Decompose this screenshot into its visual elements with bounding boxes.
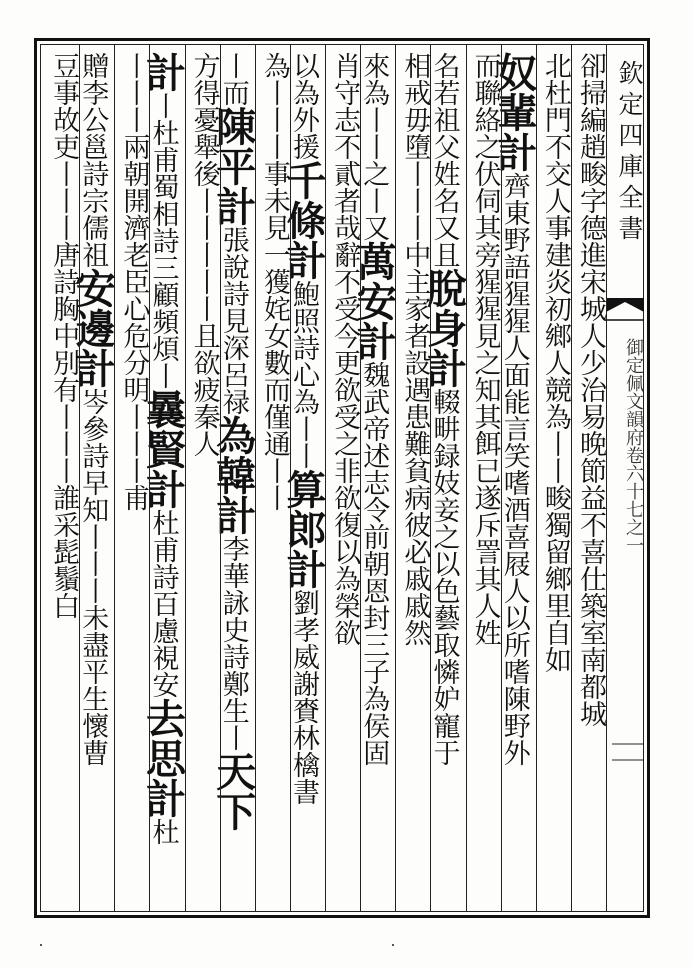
text-column <box>69 52 117 904</box>
annotation-text: 來為丨丨之丨又 <box>358 52 390 241</box>
text-column <box>139 52 187 904</box>
annotation-text: 卻掃編趙畯字德進宋城人少治易晚節益不喜仕築室南都城 <box>575 52 606 727</box>
scan-speck <box>40 944 42 946</box>
annotation-text: 杜 <box>147 818 179 845</box>
headword: 脫身計 <box>420 268 468 388</box>
headword: 千條計 <box>280 160 327 280</box>
annotation-text: 為丨丨丨事未見一獲姹女數而僅通丨丨 <box>258 52 290 511</box>
annotation-text: 岑參詩早知丨丨丨未盡平生懷曹 <box>77 388 109 766</box>
column-rule <box>466 44 467 912</box>
column-rule <box>536 44 537 912</box>
headword: 奴輩計 <box>490 52 538 172</box>
headword: 曩賢計 <box>139 389 187 509</box>
text-column <box>257 52 288 904</box>
text-column <box>116 52 150 904</box>
column-rule <box>501 44 502 912</box>
annotation-text: 北杜門不交人事建炎初鄉人競為丨丨畯獨留鄉里自如 <box>539 52 571 673</box>
column-rule <box>255 44 256 912</box>
annotation-text: 名若祖父姓名又且 <box>428 52 460 268</box>
headword: 計 <box>139 52 187 92</box>
annotation-text: 輟畊録妓妾之以色藝取憐妒寵于 <box>428 388 460 766</box>
annotation-text: 豆事故吏丨丨丨唐詩胸中別有丨丨丨誰采髭鬚白 <box>48 52 80 619</box>
column-rule <box>185 44 186 912</box>
headword: 去思計 <box>139 698 187 818</box>
text-column <box>46 52 80 904</box>
annotation-text: 劉孝威謝賚林檎書 <box>288 589 319 805</box>
column-rule <box>360 44 361 912</box>
column-rule <box>149 44 150 912</box>
text-column <box>538 52 569 904</box>
text-column <box>280 52 327 904</box>
annotation-text: 魏武帝述志令前朝恩封三子為侯固 <box>358 361 390 766</box>
headword: 算郎計 <box>280 469 327 589</box>
text-column <box>187 52 218 904</box>
text-column <box>573 52 604 904</box>
fishtail-mark-icon <box>606 298 644 328</box>
text-column <box>397 52 431 904</box>
text-column <box>490 52 538 904</box>
headword: 陳平計 <box>209 106 257 226</box>
headword: 安邊計 <box>69 268 117 388</box>
annotation-text: 丨丨丨兩朝開濟老臣心危分明丨丨丨甫 <box>118 52 150 511</box>
annotation-text: 鮑照詩心為丨丨 <box>288 280 319 469</box>
text-column <box>209 52 257 904</box>
scan-speck <box>392 944 394 946</box>
annotation-text: 相戒毋墮丨丨丨中主家者設遇患難貧病彼必戚戚然 <box>399 52 431 646</box>
fishtail-bottom-icon <box>612 740 644 764</box>
annotation-text: 丨而 <box>217 52 249 106</box>
annotation-text: 肖守志不貳者哉辭不受今更欲受之非欲復以為榮欲 <box>329 52 361 646</box>
column-rule <box>79 44 80 912</box>
annotation-text: 張說詩見深呂禄 <box>217 226 249 415</box>
headword: 為韓計 <box>209 415 257 535</box>
text-column <box>350 52 398 904</box>
text-column <box>327 52 361 904</box>
annotation-text: 李華詠史詩鄭生丨 <box>217 535 249 751</box>
book-title: 欽定四庫全書 <box>615 60 644 246</box>
column-rule <box>290 44 291 912</box>
column-rule <box>220 44 221 912</box>
column-rule <box>325 44 326 912</box>
annotation-text: 丨杜甫蜀相詩三顧頻煩丨 <box>147 92 179 389</box>
annotation-text: 杜甫詩百慮視安 <box>147 509 179 698</box>
annotation-text: 而聯絡之伏伺其旁猩猩見之知其餌已遂斥詈其人姓 <box>469 52 501 646</box>
column-rule <box>571 44 572 912</box>
headword: 萬安計 <box>350 241 398 361</box>
column-rule <box>430 44 431 912</box>
text-column <box>420 52 468 904</box>
column-rule <box>114 44 115 912</box>
annotation-text: 方得憂舉後丨丨丨丨丨且欲疲秦人 <box>188 52 220 457</box>
header-rule <box>606 44 607 912</box>
column-rule <box>395 44 396 912</box>
annotation-text: 以為外援 <box>288 52 319 160</box>
headword: 天下 <box>209 751 257 831</box>
volume-label: 御定佩文韻府卷六十七之一 <box>623 338 644 554</box>
text-column <box>468 52 499 904</box>
annotation-text: 贈李公邕詩宗儒祖 <box>77 52 109 268</box>
annotation-text: 齊東野語猩猩人面能言笑嗜酒喜屐人以所嗜陳野外 <box>498 172 530 766</box>
